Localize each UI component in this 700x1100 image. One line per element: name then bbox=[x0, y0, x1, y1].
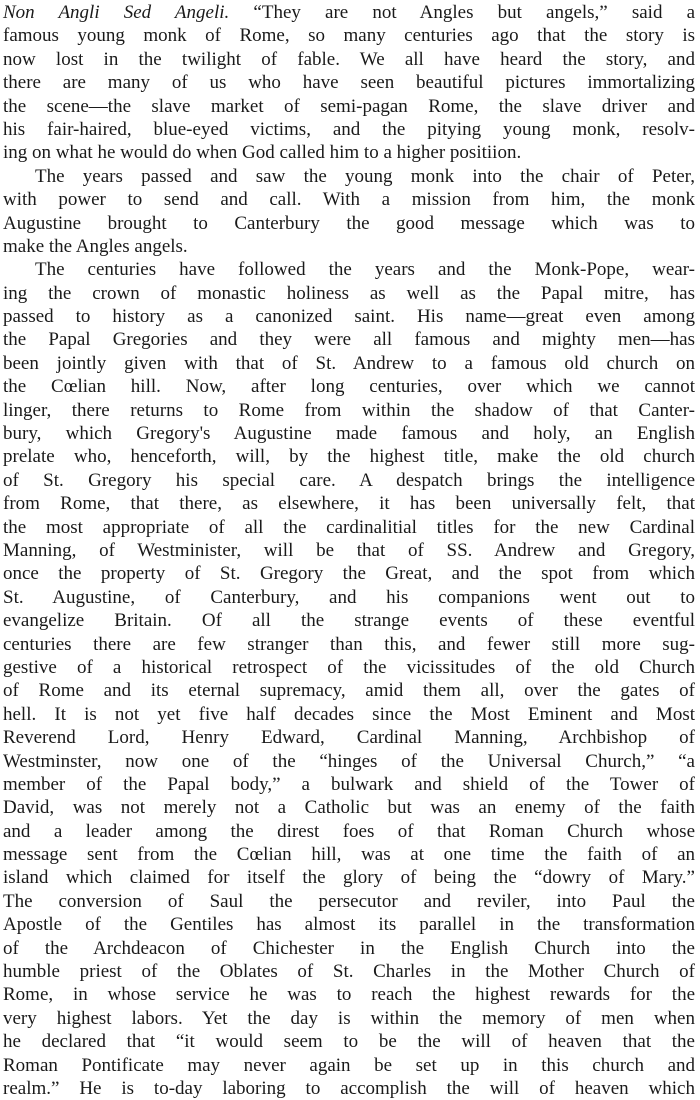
text-line: the scene—the slave market of semi-pagan Rome, the slave driver and bbox=[3, 95, 695, 117]
text-line: now lost in the twilight of fable. We all have heard the story, and bbox=[3, 48, 695, 70]
text-line: ing on what he would do when God called him to a higher positiion. bbox=[3, 142, 522, 164]
text-line: the most appropriate of all the cardinalitial titles for the new Cardinal bbox=[3, 516, 695, 538]
text-line: with power to send and call. With a mission from him, the monk bbox=[3, 189, 695, 211]
text-line: Apostle of the Gentiles has almost its parallel in the transformation bbox=[3, 914, 695, 936]
text-line: evangelize Britain. Of all the strange events of these eventful bbox=[3, 610, 695, 632]
text-line: from Rome, that there, as elsewhere, it has been universally felt, that bbox=[3, 493, 695, 515]
text-line: prelate who, henceforth, will, by the highest title, make the old church bbox=[3, 446, 695, 468]
text-line: island which claimed for itself the glory of being the “dowry of Mary.” bbox=[3, 867, 695, 889]
latin-lead-phrase: Non Angli Sed Angeli. bbox=[3, 2, 230, 23]
text-line: The conversion of Saul the persecutor and reviler, into Paul the bbox=[3, 890, 695, 912]
text-line: once the property of St. Gregory the Great, and the spot from which bbox=[3, 563, 695, 585]
text-line: St. Augustine, of Canterbury, and his companions went out to bbox=[3, 586, 695, 608]
text-line: of the Archdeacon of Chichester in the English Church into the bbox=[3, 937, 695, 959]
text-line: make the Angles angels. bbox=[3, 235, 188, 257]
text-line: of Rome and its eternal supremacy, amid them all, over the gates of bbox=[3, 680, 695, 702]
text-line: the Cœlian hill. Now, after long centuries, over which we cannot bbox=[3, 376, 695, 398]
text-line: and a leader among the direst foes of that Roman Church whose bbox=[3, 820, 695, 842]
text-line: centuries there are few stranger than this, and fewer still more sug- bbox=[3, 633, 695, 655]
text-line: linger, there returns to Rome from within the shadow of that Canter- bbox=[3, 399, 695, 421]
text-line: ing the crown of monastic holiness as well as the Papal mitre, has bbox=[3, 282, 695, 304]
text-line: very highest labors. Yet the day is within the memory of men when bbox=[3, 1007, 695, 1029]
text-line: hell. It is not yet five half decades since the Most Eminent and Most bbox=[3, 703, 695, 725]
text-line: David, was not merely not a Catholic but was an enemy of the faith bbox=[3, 797, 695, 819]
text-line: humble priest of the Oblates of St. Charles in the Mother Church of bbox=[3, 961, 695, 983]
text-line: Rome, in whose service he was to reach the highest rewards for the bbox=[3, 984, 695, 1006]
text-line: of St. Gregory his special care. A despatch brings the intelligence bbox=[3, 469, 695, 491]
text-line: passed to history as a canonized saint. His name—great even among bbox=[3, 306, 695, 328]
text-line: famous young monk of Rome, so many centuries ago that the story is bbox=[3, 25, 695, 47]
text-line: message sent from the Cœlian hill, was at one time the faith of an bbox=[3, 844, 695, 866]
text-line bbox=[3, 1, 695, 24]
text-line: realm.” He is to-day laboring to accomplish the will of heaven which bbox=[3, 1077, 695, 1099]
paragraph-1 bbox=[3, 1, 695, 165]
text-line: there are many of us who have seen beautiful pictures immortalizing bbox=[3, 72, 695, 94]
text-line: Roman Pontificate may never again be set up in this church and bbox=[3, 1054, 695, 1076]
paragraph-3 bbox=[3, 258, 695, 1100]
text-line: Augustine brought to Canterbury the good message which was to bbox=[3, 212, 695, 234]
text-line: The years passed and saw the young monk into the chair of Peter, bbox=[35, 165, 695, 187]
text-line-body: “They are not Angles but angels,” said a bbox=[253, 2, 696, 23]
text-line: member of the Papal body,” a bulwark and shield of the Tower of bbox=[3, 773, 695, 795]
text-line: The centuries have followed the years and the Monk-Pope, wear- bbox=[35, 259, 695, 281]
paragraph-2 bbox=[3, 165, 695, 259]
text-line: Reverend Lord, Henry Edward, Cardinal Manning, Archbishop of bbox=[3, 727, 695, 749]
text-line: bury, which Gregory's Augustine made famous and holy, an English bbox=[3, 423, 695, 445]
text-line: been jointly given with that of St. Andrew to a famous old church on bbox=[3, 352, 695, 374]
text-line: Manning, of Westminister, will be that of SS. Andrew and Gregory, bbox=[3, 539, 695, 561]
text-line: the Papal Gregories and they were all famous and mighty men—has bbox=[3, 329, 695, 351]
text-line: gestive of a historical retrospect of the vicissitudes of the old Church bbox=[3, 656, 695, 678]
text-line: his fair-haired, blue-eyed victims, and the pitying young monk, resolv- bbox=[3, 118, 695, 140]
text-line: Westminster, now one of the “hinges of the Universal Church,” “a bbox=[3, 750, 695, 772]
text-line: he declared that “it would seem to be the will of heaven that the bbox=[3, 1031, 695, 1053]
article-body bbox=[3, 1, 695, 1100]
